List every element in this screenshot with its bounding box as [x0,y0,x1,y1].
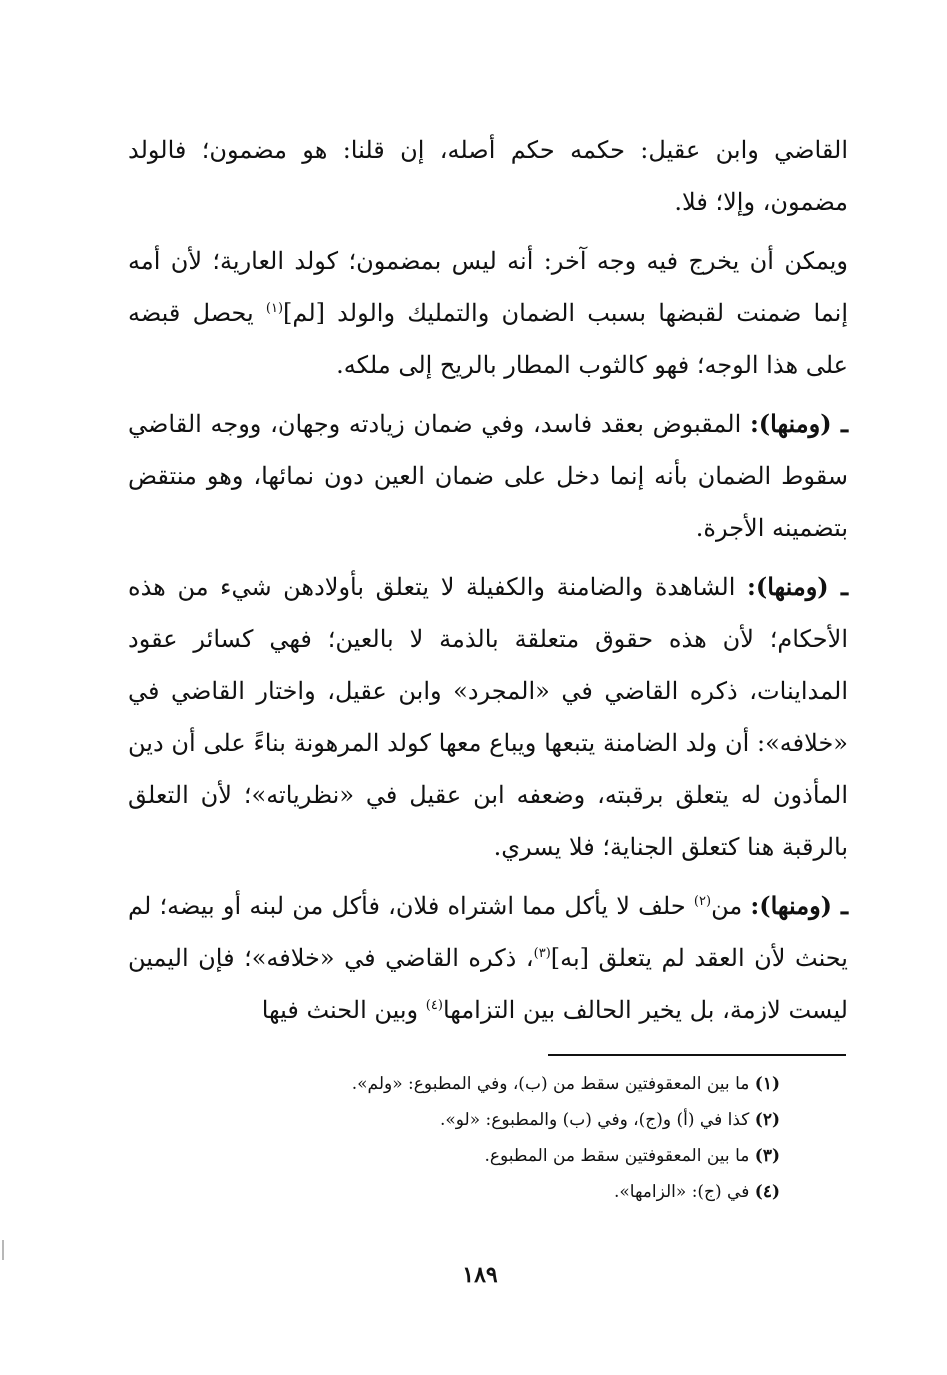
line: القاضي سقوط الضمان بأنه إنما دخل على ضمان العين دون نمائها، وهو [128,410,848,490]
scan-margin-mark [2,1240,4,1260]
line: الشاهدة والضامنة والكفيلة لا يتعلق بأولادهن شيء من [177,573,736,601]
footnote-ref-2[interactable]: (٢) [693,894,712,909]
line: المقبوض بعقد فاسد، وفي ضمان زيادته وجهان، ووجه [210,410,742,438]
line: القاضي وابن عقيل: حكمه حكم أصله، إن قلنا: هو مضمون؛ فالولد [128,136,848,164]
footnote-ref-3[interactable]: (٣) [533,946,551,961]
line: المأذون له يتعلق برقبته، وضعفه ابن عقيل في «نظرياته»؛ لأن التعلق [128,781,848,809]
footnote-text: ما بين المعقوفتين سقط من (ب)، وفي المطبوع: «ولم». [351,1074,750,1094]
section-lead: ـ (ومنها): [747,572,848,601]
text-part: ، ذكره القاضي في «خلافه»؛ [244,944,534,972]
line: لأن أمه إنما ضمنت لقبضها بسبب الضمان والتمليك والولد [لم] [128,247,848,327]
line: هذه الأحكام؛ لأن هذه حقوق متعلقة بالذمة لا بالعين؛ فهي كسائر عقود [128,573,848,653]
paragraph-2 [128,235,848,391]
line: المداينات، ذكره القاضي في «المجرد» وابن عقيل، واختار القاضي في [128,677,848,705]
line: يحصل [192,299,254,327]
footnote-number: (٣) [754,1146,780,1166]
line: قبضه على هذا الوجه؛ فهو كالثوب المطار بالريح إلى ملكه. [128,299,848,379]
line: ويمكن أن يخرج فيه وجه آخر: أنه ليس بمضمون؛ كولد العارية؛ [212,247,848,275]
text-part: فإن اليمين ليست لازمة، بل يخير الحالف بين التزامها [128,944,848,1024]
text-part: وبين الحنث فيها [261,996,419,1024]
footnotes [150,1066,780,1210]
footnote-text: في (ج): «الزامها». [613,1182,750,1202]
paragraph-1 [128,124,848,228]
main-text [128,124,848,1043]
section-lead: ـ (ومنها): [749,409,849,438]
footnote-4 [150,1174,780,1210]
text-part: حلف لا يأكل مما اشتراه فلان، فأكل من لبنه أو [222,892,686,920]
text-part: من [711,892,743,920]
footnote-3 [150,1138,780,1174]
footnote-number: (٢) [754,1110,780,1130]
paragraph-5 [128,880,848,1036]
footnote-ref-4[interactable]: (٤) [425,998,443,1013]
footnote-number: (٤) [754,1182,780,1202]
line: مضمون، وإلا؛ فلا. [674,188,848,216]
paragraph-3 [128,398,848,554]
footnote-ref-1[interactable]: (١) [265,301,284,316]
footnote-text: ما بين المعقوفتين سقط من المطبوع. [484,1146,750,1166]
section-lead: ـ (ومنها): [750,891,848,920]
footnote-1 [150,1066,780,1102]
text-part: بيضه؛ لم يحنث لأن العقد لم يتعلق [به] [128,892,848,972]
line: منتقض بتضمينه الأجرة. [128,462,848,542]
footnote-2 [150,1102,780,1138]
footnote-separator [548,1054,846,1056]
footnote-text: كذا في (أ) و(ج)، وفي (ب) والمطبوع: «لو». [439,1110,750,1130]
line: بالرقبة هنا كتعلق الجناية؛ فلا يسري. [493,833,848,861]
paragraph-4 [128,561,848,873]
page-number: ١٨٩ [462,1262,498,1288]
line: «خلافه»: أن ولد الضامنة يتبعها ويباع معها كولد المرهونة بناءً على أن دين [128,729,848,757]
footnote-number: (١) [754,1074,780,1094]
